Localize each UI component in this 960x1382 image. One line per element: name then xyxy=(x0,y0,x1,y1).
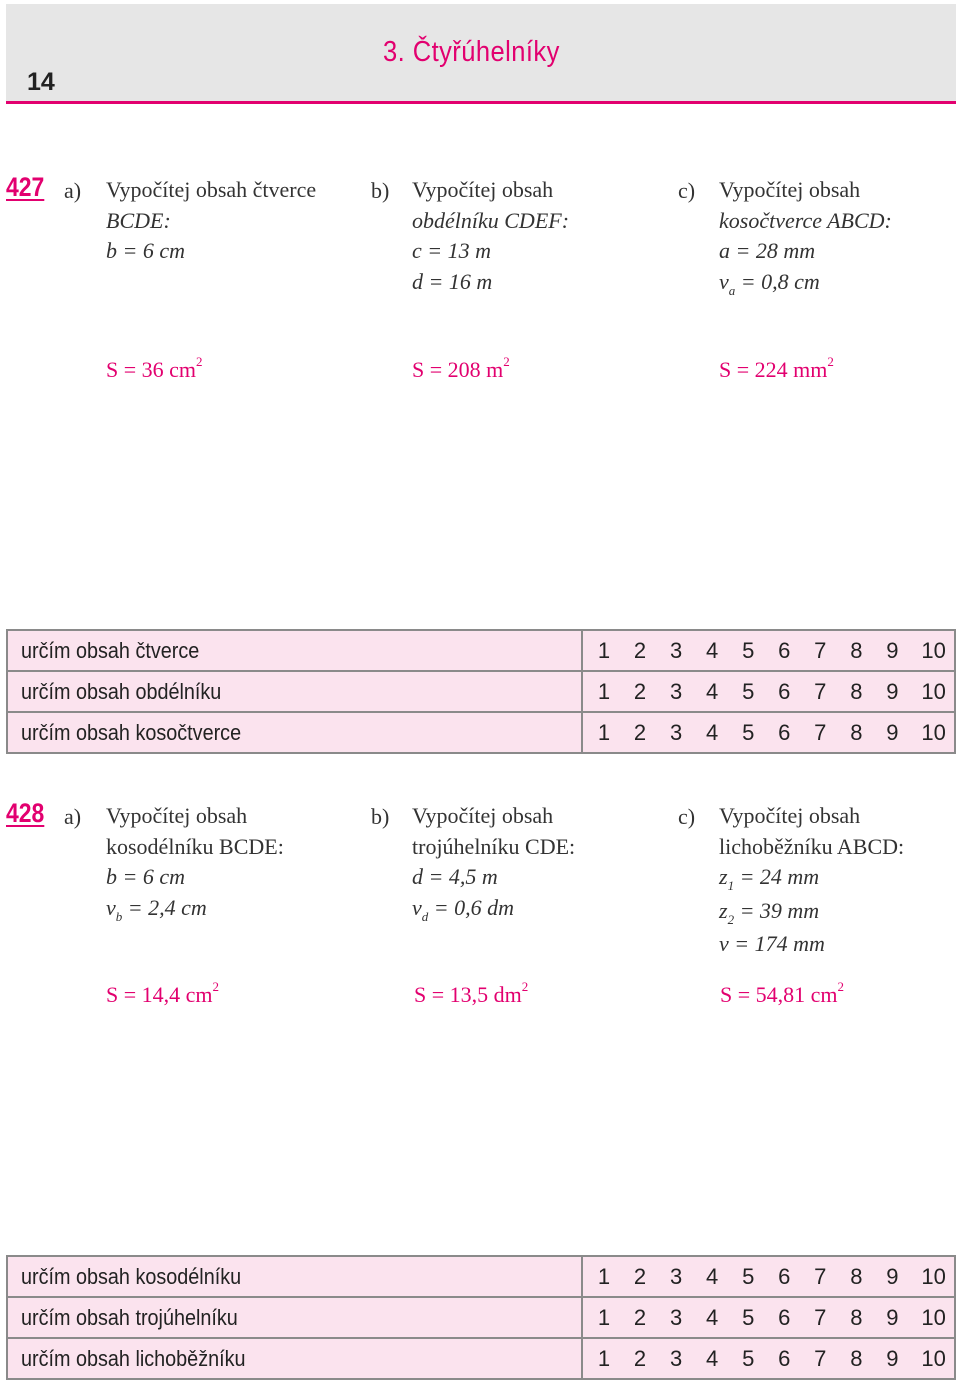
rating-scale xyxy=(583,679,954,705)
part-label-b: b) xyxy=(371,804,390,829)
rating-option[interactable]: 10 xyxy=(921,1345,946,1371)
rating-option[interactable]: 3 xyxy=(669,1263,683,1289)
rating-option[interactable]: 1 xyxy=(597,678,611,704)
rating-option[interactable]: 7 xyxy=(814,637,827,663)
task-427-c xyxy=(719,175,892,300)
task-428-a xyxy=(106,801,284,926)
rating-option[interactable]: 5 xyxy=(742,1345,755,1371)
task-line: Vypočítej obsah xyxy=(719,803,861,828)
rating-option[interactable]: 9 xyxy=(886,719,899,745)
rating-option[interactable]: 3 xyxy=(669,719,683,745)
rating-option[interactable]: 8 xyxy=(850,719,863,745)
table-row xyxy=(7,1338,955,1379)
rating-option[interactable]: 1 xyxy=(597,1304,611,1330)
task-line: Vypočítej obsah xyxy=(412,803,554,828)
rating-option[interactable]: 10 xyxy=(921,1304,946,1330)
answer-428-c: S = 54,81 $cm^2$ xyxy=(720,979,845,1007)
task-line: $z_1 = 24$ mm xyxy=(719,864,820,893)
task-line: obdélníku CDEF: xyxy=(412,207,570,233)
task-line: BCDE: xyxy=(106,207,171,233)
task-line: d = 4,5 m xyxy=(412,864,498,889)
part-label-b: b) xyxy=(371,178,390,203)
task-line: c = 13 m xyxy=(412,238,491,263)
table-row xyxy=(7,671,955,712)
rating-option[interactable]: 9 xyxy=(886,637,899,663)
rating-option[interactable]: 2 xyxy=(633,678,647,704)
rating-option[interactable]: 2 xyxy=(633,1304,647,1330)
rating-option[interactable]: 10 xyxy=(921,719,946,745)
self-assessment-table-427 xyxy=(6,629,956,754)
task-line: $v_a = 0,8$ cm xyxy=(719,268,820,298)
table-row xyxy=(7,630,955,671)
rating-option[interactable]: 9 xyxy=(886,1304,899,1330)
rating-scale xyxy=(583,1305,954,1331)
answer-427-b: S = 208 $m^2$ xyxy=(412,354,510,382)
self-assessment-table-428 xyxy=(6,1255,956,1380)
rating-option[interactable]: 6 xyxy=(778,1345,791,1371)
rating-option[interactable]: 4 xyxy=(706,637,719,663)
task-line: a = 28 mm xyxy=(719,238,816,263)
task-line: b = 6 cm xyxy=(106,864,185,889)
rating-option[interactable]: 5 xyxy=(742,1304,755,1330)
row-label: určím obsah lichoběžníku xyxy=(21,1345,246,1371)
task-line: lichoběžníku ABCD: xyxy=(719,833,905,859)
task-line: Vypočítej obsah čtverce xyxy=(106,177,317,202)
rating-option[interactable]: 6 xyxy=(778,637,791,663)
rating-scale xyxy=(583,1346,954,1372)
rating-scale xyxy=(583,1264,954,1290)
row-label: určím obsah kosočtverce xyxy=(21,719,242,745)
rating-option[interactable]: 9 xyxy=(886,1345,899,1371)
task-line: b = 6 cm xyxy=(106,238,185,263)
rating-option[interactable]: 5 xyxy=(742,678,755,704)
task-line: Vypočítej obsah xyxy=(719,177,861,202)
answer-427-c: S = 224 $mm^2$ xyxy=(719,354,834,382)
rating-scale xyxy=(583,638,954,664)
task-line: v = 174 mm xyxy=(719,931,825,956)
rating-option[interactable]: 3 xyxy=(669,678,683,704)
rating-option[interactable]: 7 xyxy=(814,1345,827,1371)
task-line: kosodélníku BCDE: xyxy=(106,833,284,859)
rating-option[interactable]: 5 xyxy=(742,719,755,745)
part-label-c: c) xyxy=(678,804,696,829)
rating-option[interactable]: 7 xyxy=(814,1263,827,1289)
exercise-number-428: 428 xyxy=(6,798,45,828)
header-divider xyxy=(6,101,956,104)
rating-option[interactable]: 8 xyxy=(850,1345,863,1371)
rating-option[interactable]: 8 xyxy=(850,1263,863,1289)
rating-option[interactable]: 3 xyxy=(669,1345,683,1371)
task-428-b xyxy=(412,801,575,926)
rating-scale xyxy=(583,720,954,746)
rating-option[interactable]: 10 xyxy=(921,1263,946,1289)
rating-option[interactable]: 1 xyxy=(597,719,611,745)
rating-option[interactable]: 1 xyxy=(597,637,611,663)
rating-option[interactable]: 6 xyxy=(778,1304,791,1330)
table-row xyxy=(7,1297,955,1338)
task-line: $v_b = 2,4$ cm xyxy=(106,894,207,924)
rating-option[interactable]: 4 xyxy=(706,719,719,745)
task-line: kosočtverce ABCD: xyxy=(719,207,892,233)
rating-option[interactable]: 10 xyxy=(921,637,946,663)
row-label: určím obsah kosodélníku xyxy=(21,1263,242,1289)
chapter-title: 3. Čtyřúhelníky xyxy=(383,36,560,68)
row-label: určím obsah čtverce xyxy=(21,637,200,663)
answer-428-b: S = 13,5 $dm^2$ xyxy=(414,979,529,1007)
rating-option[interactable]: 2 xyxy=(633,1345,647,1371)
task-line: Vypočítej obsah xyxy=(412,177,554,202)
answer-427-a: S = 36 $cm^2$ xyxy=(106,354,203,382)
rating-option[interactable]: 6 xyxy=(778,678,791,704)
rating-option[interactable]: 3 xyxy=(669,1304,683,1330)
task-line: trojúhelníku CDE: xyxy=(412,833,576,859)
rating-option[interactable]: 1 xyxy=(597,1263,611,1289)
task-line: d = 16 m xyxy=(412,268,493,294)
table-row xyxy=(7,712,955,753)
row-label: určím obsah trojúhelníku xyxy=(21,1304,238,1330)
row-label: určím obsah obdélníku xyxy=(21,678,222,704)
rating-option[interactable]: 4 xyxy=(706,1345,719,1371)
task-line: $z_2 = 39$ mm xyxy=(719,897,820,927)
rating-option[interactable]: 5 xyxy=(742,637,755,663)
rating-option[interactable]: 1 xyxy=(597,1345,611,1371)
table-row xyxy=(7,1256,955,1297)
rating-option[interactable]: 4 xyxy=(706,1263,719,1289)
rating-option[interactable]: 4 xyxy=(706,1304,719,1330)
rating-option[interactable]: 8 xyxy=(850,637,863,663)
rating-option[interactable]: 10 xyxy=(921,678,946,704)
task-line: $v_d = 0,6$ dm xyxy=(412,894,514,924)
rating-option[interactable]: 6 xyxy=(778,1263,791,1289)
rating-option[interactable]: 8 xyxy=(850,678,863,704)
task-427-a xyxy=(106,175,316,267)
rating-option[interactable]: 8 xyxy=(850,1304,863,1330)
rating-option[interactable]: 9 xyxy=(886,678,899,704)
part-label-a: a) xyxy=(64,804,82,829)
page-number: 14 xyxy=(27,68,55,96)
answer-428-a: S = 14,4 $cm^2$ xyxy=(106,979,220,1007)
rating-option[interactable]: 2 xyxy=(633,637,647,663)
part-label-a: a) xyxy=(64,178,82,203)
rating-option[interactable]: 2 xyxy=(633,719,647,745)
rating-option[interactable]: 6 xyxy=(778,719,791,745)
rating-option[interactable]: 9 xyxy=(886,1263,899,1289)
task-428-c xyxy=(719,801,904,960)
exercise-number-427: 427 xyxy=(6,172,45,202)
rating-option[interactable]: 3 xyxy=(669,637,683,663)
task-line: Vypočítej obsah xyxy=(106,803,248,828)
rating-option[interactable]: 7 xyxy=(814,719,827,745)
rating-option[interactable]: 7 xyxy=(814,1304,827,1330)
rating-option[interactable]: 2 xyxy=(633,1263,647,1289)
rating-option[interactable]: 5 xyxy=(742,1263,755,1289)
task-427-b xyxy=(412,175,569,297)
rating-option[interactable]: 7 xyxy=(814,678,827,704)
rating-option[interactable]: 4 xyxy=(706,678,719,704)
part-label-c: c) xyxy=(678,178,696,203)
